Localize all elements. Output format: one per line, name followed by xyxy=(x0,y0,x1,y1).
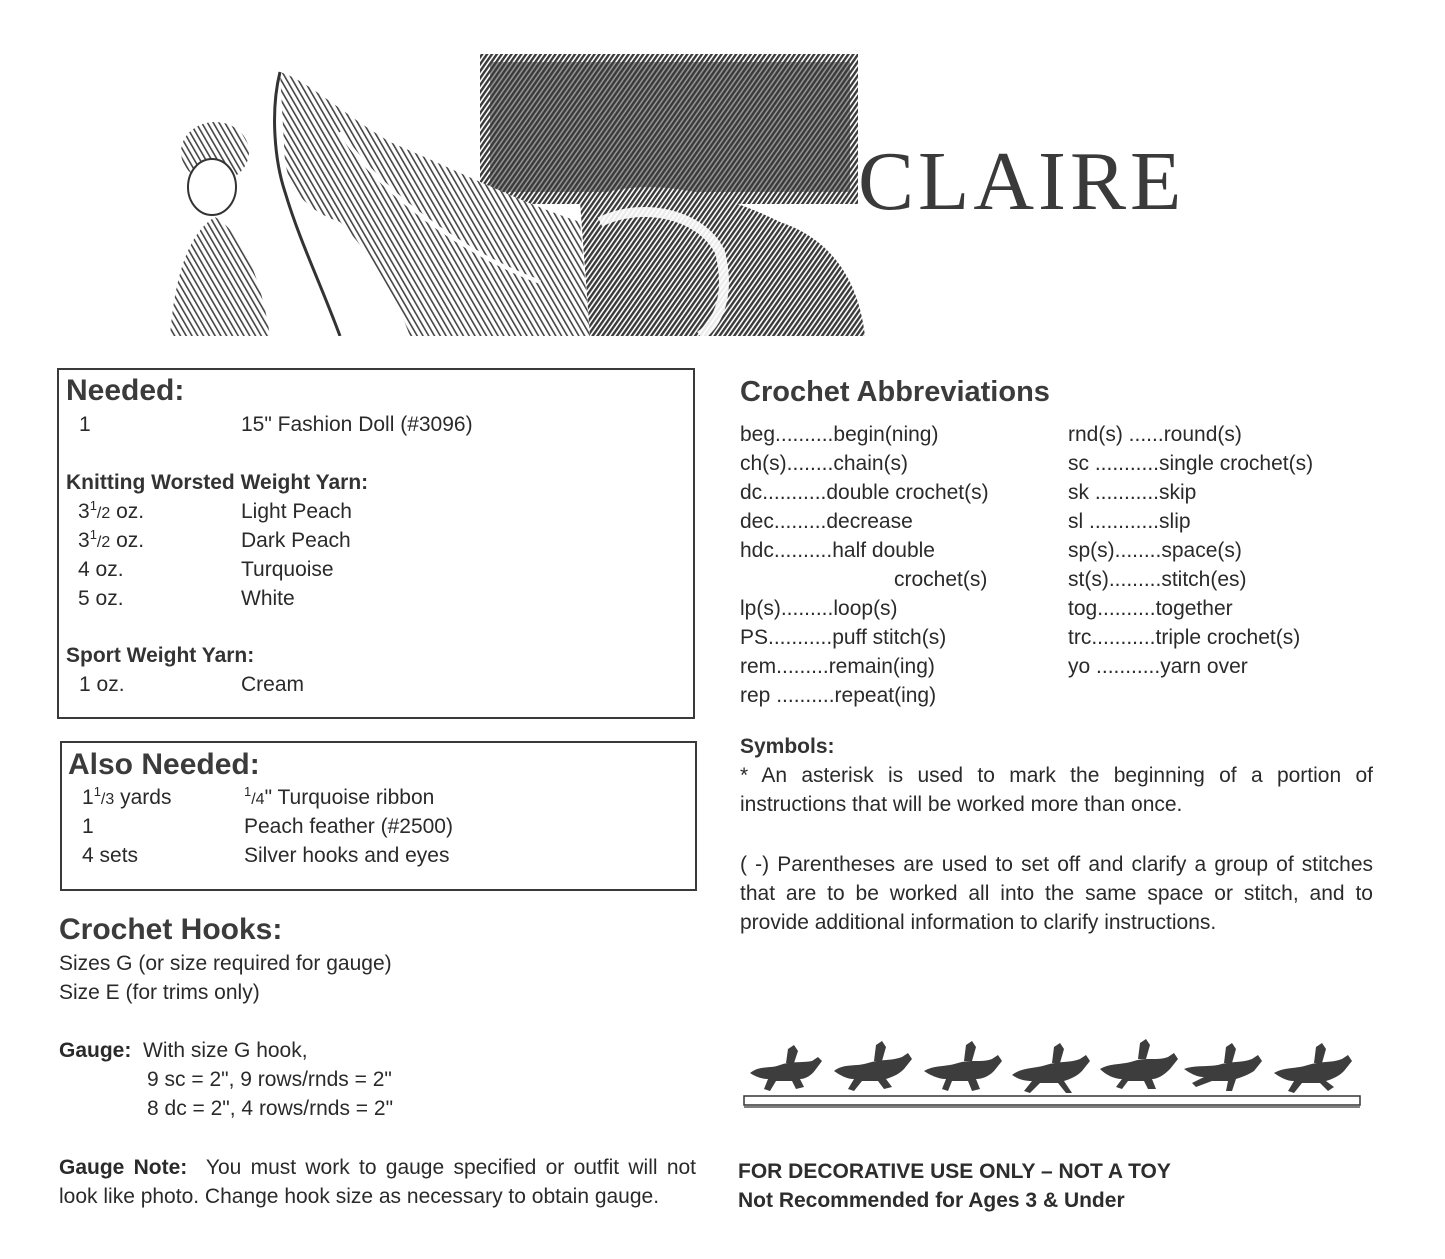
worsted-desc-2: Dark Peach xyxy=(241,529,351,552)
hooks-heading: Crochet Hooks: xyxy=(59,913,283,946)
also-desc-1: $^1$/4" Turquoise ribbon xyxy=(244,784,435,809)
riders-decoration xyxy=(742,1035,1364,1110)
abbreviations-heading: Crochet Abbreviations xyxy=(740,376,1050,408)
also-desc-2: Peach feather (#2500) xyxy=(244,815,453,838)
abbr-row: sp(s)........space(s) xyxy=(1068,539,1242,562)
abbr-row: st(s).........stitch(es) xyxy=(1068,568,1247,591)
symbol-parentheses-text: ( -) Parentheses are used to set off and clarify a group of stitches that are to be worked all into the same space or stitch, and to provide additional information to clarify instructions. xyxy=(740,853,1373,934)
abbr-row: sl ............slip xyxy=(1068,510,1191,533)
abbr-row: dc...........double crochet(s) xyxy=(740,481,989,504)
also-qty-3: 4 sets xyxy=(82,844,139,867)
also-qty-1: $1^1/3$ yards xyxy=(82,784,172,809)
gauge-label: Gauge: xyxy=(59,1039,132,1062)
worsted-qty-1: $3^1/2$ oz. xyxy=(78,498,145,523)
woman-horse-engraving-icon xyxy=(160,52,872,336)
abbr-row: rem.........remain(ing) xyxy=(740,655,935,678)
abbr-row: ch(s)........chain(s) xyxy=(740,452,909,475)
needed-qty: 1 xyxy=(79,413,91,436)
also-needed-heading: Also Needed: xyxy=(68,748,260,781)
gauge-line-2: 8 dc = 2", 4 rows/rnds = 2" xyxy=(147,1097,394,1120)
sport-desc: Cream xyxy=(241,673,305,696)
also-desc-3: Silver hooks and eyes xyxy=(244,844,450,867)
worsted-desc-1: Light Peach xyxy=(241,500,352,523)
abbr-row: rep ..........repeat(ing) xyxy=(740,684,937,707)
abbr-row: lp(s).........loop(s) xyxy=(740,597,898,620)
gauge-note xyxy=(59,1153,696,1211)
warning-line-2: Not Recommended for Ages 3 & Under xyxy=(738,1189,1125,1212)
warning-line-1: FOR DECORATIVE USE ONLY – NOT A TOY xyxy=(738,1160,1171,1183)
gauge-line-1: 9 sc = 2", 9 rows/rnds = 2" xyxy=(147,1068,392,1091)
abbr-row: hdc..........half double xyxy=(740,539,935,562)
also-needed-box xyxy=(60,741,697,891)
worsted-desc-4: White xyxy=(241,587,295,610)
worsted-qty-4: 5 oz. xyxy=(78,587,124,610)
galloping-riders-icon xyxy=(742,1035,1364,1110)
hooks-line-2: Size E (for trims only) xyxy=(59,981,260,1004)
worsted-qty-3: 4 oz. xyxy=(78,558,124,581)
abbr-row: dec.........decrease xyxy=(740,510,913,533)
worsted-qty-2: $3^1/2$ oz. xyxy=(78,527,145,552)
worsted-heading: Knitting Worsted Weight Yarn: xyxy=(66,471,369,494)
gauge-intro: With size G hook, xyxy=(143,1039,308,1062)
abbr-row: sc ...........single crochet(s) xyxy=(1068,452,1314,475)
gauge-note-text: You must work to gauge specified or outfit will not look like photo. Change hook size as necessary to obtain gauge. xyxy=(59,1156,697,1208)
pattern-title: CLAIRE xyxy=(858,135,1186,228)
abbr-row: PS...........puff stitch(s) xyxy=(740,626,947,649)
abbr-row: tog..........together xyxy=(1068,597,1233,620)
symbol-asterisk-text: * An asterisk is used to mark the beginning of a portion of instructions that will be worked more than once. xyxy=(740,764,1373,816)
worsted-desc-3: Turquoise xyxy=(241,558,334,581)
symbols-heading: Symbols: xyxy=(740,735,835,758)
abbr-row: yo ...........yarn over xyxy=(1068,655,1248,678)
abbr-row: beg..........begin(ning) xyxy=(740,423,939,446)
needed-heading: Needed: xyxy=(66,374,185,407)
gauge-block xyxy=(59,1040,308,1061)
sport-heading: Sport Weight Yarn: xyxy=(66,644,255,667)
header-illustration xyxy=(160,52,872,336)
gauge-note-label: Gauge Note: xyxy=(59,1156,188,1179)
needed-box xyxy=(57,368,695,719)
abbr-row: rnd(s) ......round(s) xyxy=(1068,423,1242,446)
abbr-row: sk ...........skip xyxy=(1068,481,1197,504)
abbr-row: trc...........triple crochet(s) xyxy=(1068,626,1301,649)
hooks-line-1: Sizes G (or size required for gauge) xyxy=(59,952,392,975)
also-qty-2: 1 xyxy=(82,815,94,838)
sport-qty: 1 oz. xyxy=(79,673,125,696)
abbr-row-continued: crochet(s) xyxy=(894,568,988,591)
needed-desc: 15" Fashion Doll (#3096) xyxy=(241,413,473,436)
